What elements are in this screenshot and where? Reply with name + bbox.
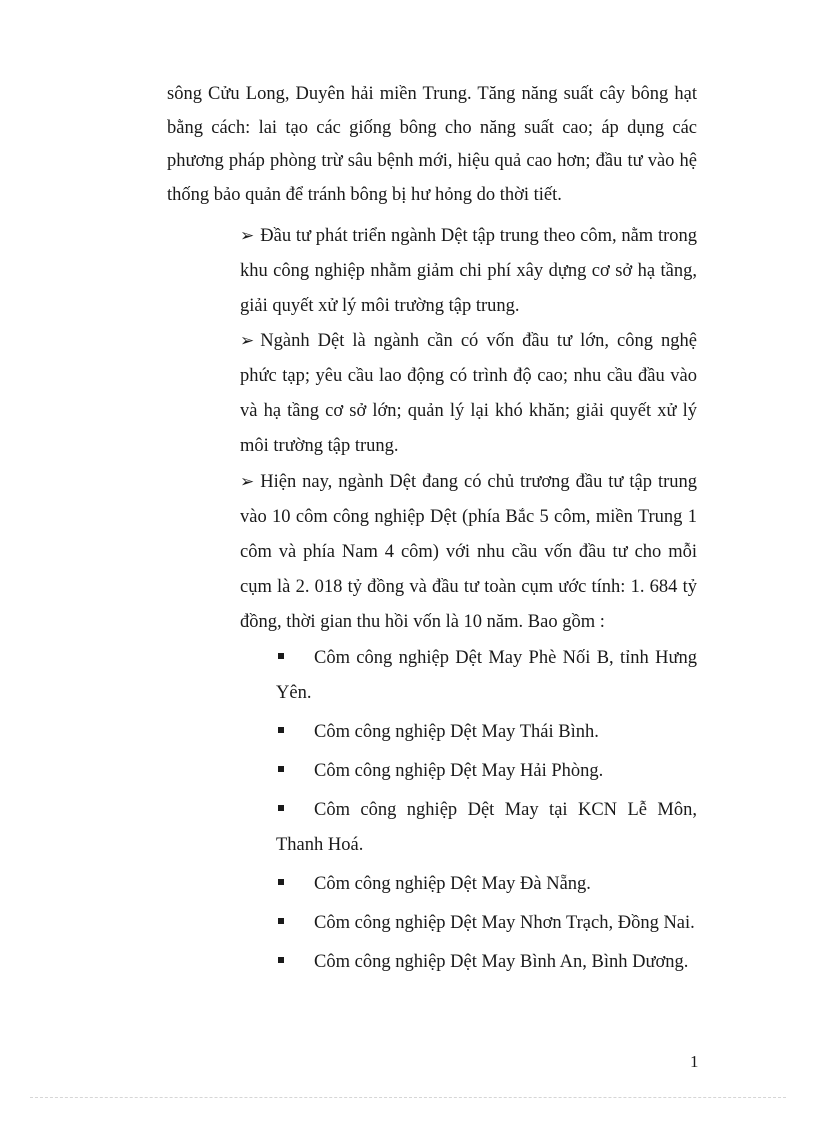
square-bullet-icon: [278, 957, 284, 963]
list-item: [276, 715, 697, 750]
point-2: [240, 324, 697, 464]
arrow-bullet-icon: ➢: [240, 331, 255, 351]
list-item-text: Côm công nghiệp Dệt May Hải Phòng.: [314, 761, 604, 781]
arrow-bullet-icon: ➢: [240, 472, 255, 492]
list-item: [276, 793, 697, 863]
list-item-text: Côm công nghiệp Dệt May Phè Nối B, tỉnh Hưng Yên.: [276, 648, 697, 703]
page-number: 1: [690, 1052, 699, 1071]
list-item-text: Côm công nghiệp Dệt May tại KCN Lễ Môn, Thanh Hoá.: [276, 800, 697, 855]
point-1: [240, 219, 697, 324]
list-item-text: Côm công nghiệp Dệt May Bình An, Bình Dương.: [314, 952, 689, 972]
list-item: [276, 754, 697, 789]
list-item: [276, 906, 697, 941]
point-3: [240, 465, 697, 640]
list-item: [276, 641, 697, 711]
list-item: [276, 945, 697, 980]
list-item-text: Côm công nghiệp Dệt May Thái Bình.: [314, 722, 599, 742]
square-bullet-icon: [278, 653, 284, 659]
square-bullet-icon: [278, 727, 284, 733]
arrow-bullet-icon: ➢: [240, 226, 255, 246]
square-bullet-icon: [278, 766, 284, 772]
footer-divider: [30, 1097, 786, 1098]
square-bullet-icon: [278, 879, 284, 885]
list-item-text: Côm công nghiệp Dệt May Đà Nẵng.: [314, 874, 591, 894]
intro-paragraph: sông Cửu Long, Duyên hải miền Trung. Tăng năng suất cây bông hạt bằng cách: lai tạo các giống bông cho năng suất cao; áp dụng các phương pháp phòng trừ sâu bệnh mới, hiệu quả cao hơn; đầu tư vào hệ thống bảo quản để tránh bông bị hư hỏng do thời tiết.: [167, 84, 697, 205]
square-bullet-icon: [278, 918, 284, 924]
cluster-list: [276, 641, 697, 984]
list-item: [276, 867, 697, 902]
point-text: Đầu tư phát triển ngành Dệt tập trung theo côm, nằm trong khu công nghiệp nhằm giảm chi phí xây dựng cơ sở hạ tầng, giải quyết xử lý môi trường tập trung.: [240, 226, 697, 316]
point-text: Ngành Dệt là ngành cần có vốn đầu tư lớn, công nghệ phức tạp; yêu cầu lao động có trình độ cao; nhu cầu đầu vào và hạ tầng cơ sở lớn; quản lý lại khó khăn; giải quyết xử lý môi trường tập trung.: [240, 331, 697, 456]
square-bullet-icon: [278, 805, 284, 811]
list-item-text: Côm công nghiệp Dệt May Nhơn Trạch, Đồng Nai.: [314, 913, 695, 933]
point-text: Hiện nay, ngành Dệt đang có chủ trương đầu tư tập trung vào 10 côm công nghiệp Dệt (phía Bắc 5 côm, miền Trung 1 côm và phía Nam 4 côm) với nhu cầu vốn đầu tư cho mỗi cụm là 2. 018 tỷ đồng và đầu tư toàn cụm ước tính: 1. 684 tỷ đồng, thời gian thu hồi vốn là 10 năm. Bao gồm :: [240, 472, 697, 632]
